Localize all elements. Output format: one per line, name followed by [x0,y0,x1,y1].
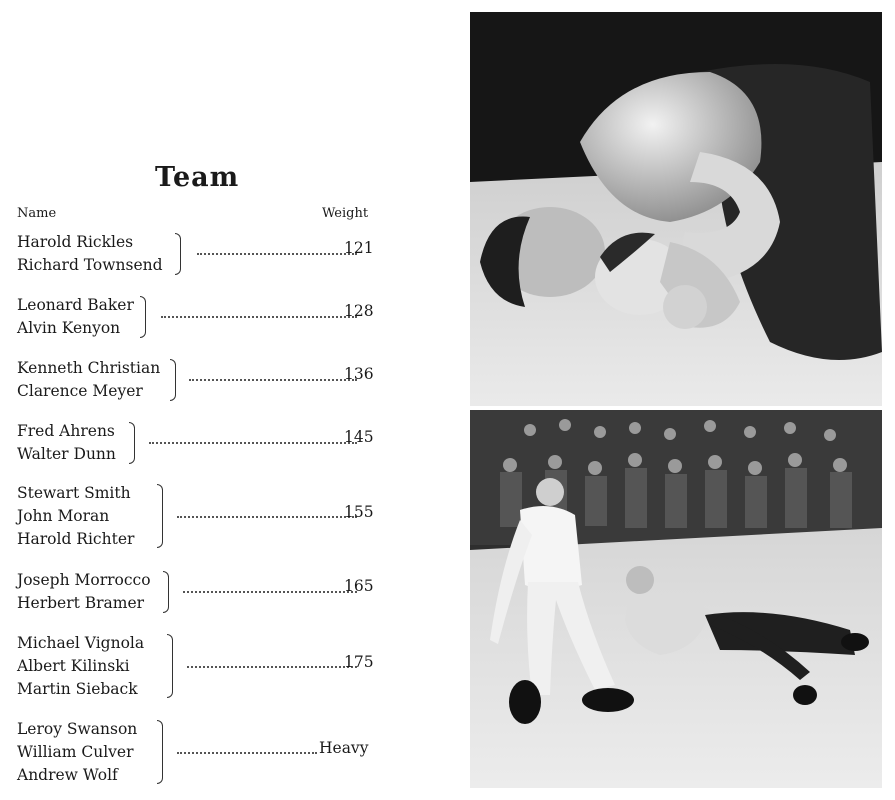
wrestling-photo-match [470,410,882,788]
wrestler-name: Leonard Baker [17,296,134,314]
weight-class: 128 [344,302,374,320]
leader-dots [189,379,357,381]
bracket [129,422,135,464]
weight-class: 121 [344,239,374,257]
weight-class: 175 [344,653,374,671]
wrestler-name: Andrew Wolf [17,766,118,784]
leader-dots [149,442,357,444]
wrestler-name: Leroy Swanson [17,720,138,738]
bracket [167,634,173,698]
weight-class: Heavy [319,739,369,757]
bracket [175,233,181,275]
column-header-weight: Weight [322,206,369,221]
bracket [157,720,163,784]
leader-dots [177,752,317,754]
wrestler-name: Joseph Morrocco [17,571,151,589]
leader-dots [177,516,357,518]
leader-dots [187,666,357,668]
wrestler-name: Kenneth Christian [17,359,161,377]
bracket [163,571,169,613]
weight-class: 136 [344,365,374,383]
weight-class: 165 [344,577,374,595]
wrestler-name: Harold Richter [17,530,135,548]
weight-class: 155 [344,503,374,521]
page-title: Team [155,162,240,193]
wrestler-name: Walter Dunn [17,445,116,463]
wrestler-name: John Moran [17,507,110,525]
leader-dots [197,253,357,255]
leader-dots [161,316,357,318]
wrestler-name: Michael Vignola [17,634,145,652]
wrestler-name: Herbert Bramer [17,594,145,612]
wrestler-name: Martin Sieback [17,680,138,698]
wrestler-name: William Culver [17,743,134,761]
wrestler-name: Albert Kilinski [17,657,130,675]
bracket [157,484,163,548]
wrestler-name: Harold Rickles [17,233,134,251]
wrestler-name: Richard Townsend [17,256,163,274]
leader-dots [183,591,357,593]
wrestler-name: Stewart Smith [17,484,131,502]
column-header-name: Name [17,206,57,221]
wrestler-name: Fred Ahrens [17,422,115,440]
bracket [140,296,146,338]
wrestler-name: Alvin Kenyon [17,319,121,337]
wrestling-photo-closeup [470,12,882,406]
bracket [170,359,176,401]
wrestler-name: Clarence Meyer [17,382,143,400]
weight-class: 145 [344,428,374,446]
